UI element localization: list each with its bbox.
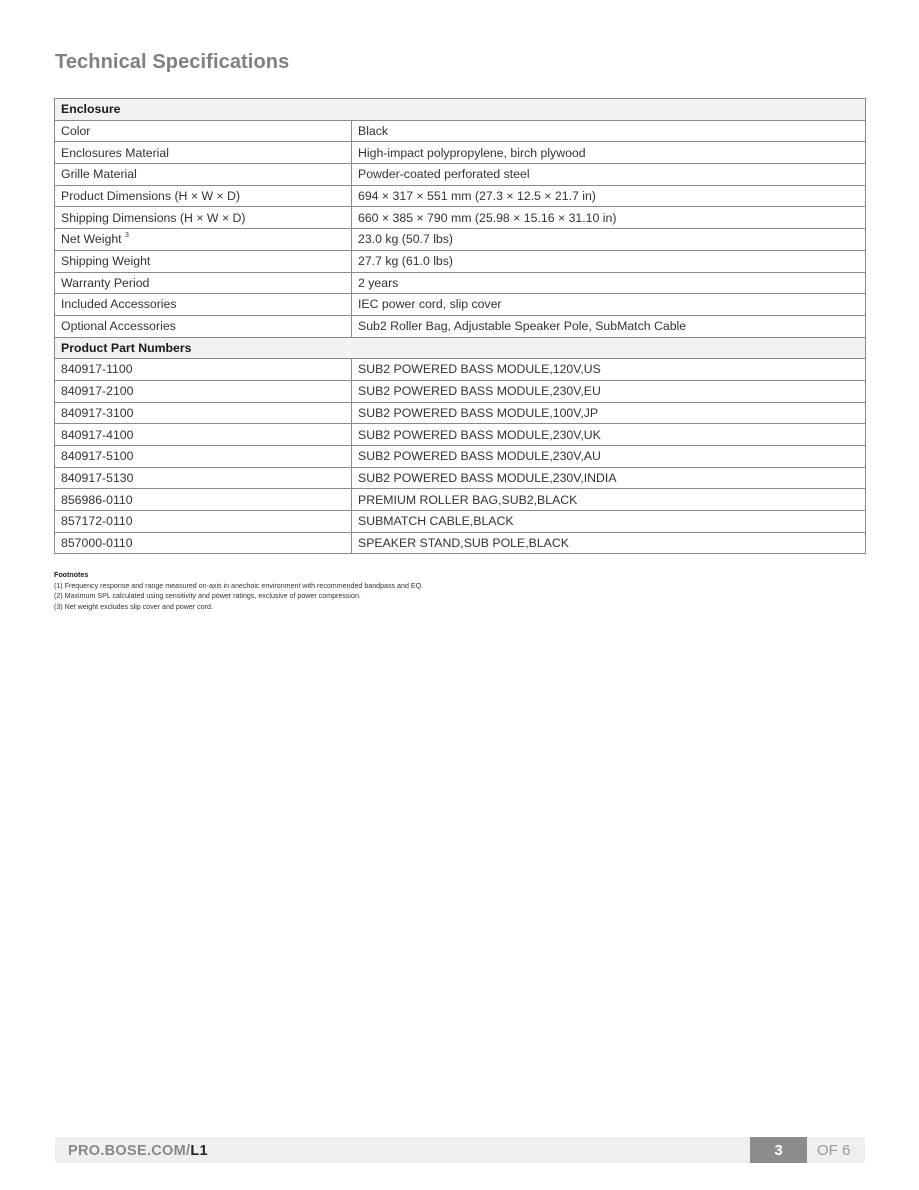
spec-value: SUB2 POWERED BASS MODULE,120V,US xyxy=(352,359,866,381)
table-row xyxy=(55,424,866,446)
spec-label-cell xyxy=(55,272,352,294)
spec-label-cell xyxy=(55,424,352,446)
spec-label: Optional Accessories xyxy=(61,319,176,334)
spec-label-cell xyxy=(55,467,352,489)
spec-value: 2 years xyxy=(352,272,866,294)
table-row xyxy=(55,489,866,511)
spec-value: 660 × 385 × 790 mm (25.98 × 15.16 × 31.10 in) xyxy=(352,207,866,229)
table-row xyxy=(55,315,866,337)
footnote-1: (1) Frequency response and range measured on-axis in anechoic environment with recommended bandpass and EQ. xyxy=(54,581,424,590)
spec-value: PREMIUM ROLLER BAG,SUB2,BLACK xyxy=(352,489,866,511)
spec-table xyxy=(54,98,866,554)
spec-value: 23.0 kg (50.7 lbs) xyxy=(352,229,866,251)
spec-value: SUB2 POWERED BASS MODULE,100V,JP xyxy=(352,402,866,424)
table-row xyxy=(55,207,866,229)
spec-label: 857000-0110 xyxy=(61,535,133,550)
spec-value: SUB2 POWERED BASS MODULE,230V,UK xyxy=(352,424,866,446)
spec-label-cell xyxy=(55,315,352,337)
spec-label: Included Accessories xyxy=(61,297,177,312)
spec-label: 840917-5100 xyxy=(61,449,134,464)
table-row xyxy=(55,294,866,316)
spec-label: Enclosures Material xyxy=(61,145,169,160)
table-row xyxy=(55,402,866,424)
spec-label-cell xyxy=(55,511,352,533)
spec-label: 840917-2100 xyxy=(61,384,134,399)
spec-value: SPEAKER STAND,SUB POLE,BLACK xyxy=(352,532,866,554)
footnote-ref: 3 xyxy=(125,232,129,240)
section-header-row xyxy=(55,99,866,121)
section-heading: Product Part Numbers xyxy=(55,337,866,359)
spec-label: 840917-1100 xyxy=(61,362,133,377)
section-heading: Enclosure xyxy=(55,99,866,121)
table-row xyxy=(55,511,866,533)
spec-label: 840917-4100 xyxy=(61,427,134,442)
spec-value: IEC power cord, slip cover xyxy=(352,294,866,316)
spec-label-cell xyxy=(55,164,352,186)
table-row xyxy=(55,120,866,142)
table-row xyxy=(55,359,866,381)
spec-value: SUB2 POWERED BASS MODULE,230V,AU xyxy=(352,446,866,468)
spec-label-cell xyxy=(55,120,352,142)
spec-label: Color xyxy=(61,123,91,138)
table-row xyxy=(55,185,866,207)
spec-label: Warranty Period xyxy=(61,275,150,290)
spec-label-cell xyxy=(55,250,352,272)
spec-label: Grille Material xyxy=(61,167,137,182)
spec-value: SUBMATCH CABLE,BLACK xyxy=(352,511,866,533)
spec-label-cell xyxy=(55,185,352,207)
spec-label-cell xyxy=(55,207,352,229)
spec-value: 694 × 317 × 551 mm (27.3 × 12.5 × 21.7 in) xyxy=(352,185,866,207)
spec-label: Product Dimensions (H × W × D) xyxy=(61,188,241,203)
spec-value: SUB2 POWERED BASS MODULE,230V,INDIA xyxy=(352,467,866,489)
spec-label-cell xyxy=(55,359,352,381)
spec-label: Shipping Dimensions (H × W × D) xyxy=(61,210,246,225)
section-header-row xyxy=(55,337,866,359)
spec-label-cell xyxy=(55,294,352,316)
spec-value: Powder-coated perforated steel xyxy=(352,164,866,186)
footnote-2: (2) Maximum SPL calculated using sensitivity and power ratings, exclusive of power compression. xyxy=(54,592,361,600)
page-title: Technical Specifications xyxy=(55,51,290,73)
spec-table-body xyxy=(55,99,866,554)
table-row xyxy=(55,532,866,554)
spec-value: 27.7 kg (61.0 lbs) xyxy=(352,250,866,272)
table-row xyxy=(55,142,866,164)
table-row xyxy=(55,229,866,251)
table-row xyxy=(55,446,866,468)
spec-value: Sub2 Roller Bag, Adjustable Speaker Pole, SubMatch Cable xyxy=(352,315,866,337)
spec-label: Shipping Weight xyxy=(61,254,151,268)
spec-label-cell xyxy=(55,142,352,164)
page-total: OF 6 xyxy=(817,1142,851,1159)
site-url-suffix: L1 xyxy=(190,1143,208,1159)
spec-label: 857172-0110 xyxy=(61,514,133,529)
spec-label-cell xyxy=(55,402,352,424)
spec-label-cell xyxy=(55,380,352,402)
spec-label: Net Weight xyxy=(61,232,122,247)
spec-label: 840917-5130 xyxy=(61,470,134,485)
table-row xyxy=(55,164,866,186)
spec-label: 856986-0110 xyxy=(61,492,133,507)
spec-value: Black xyxy=(352,120,866,142)
spec-label-cell xyxy=(55,532,352,554)
spec-label-cell xyxy=(55,489,352,511)
page-footer xyxy=(55,1137,865,1163)
page-number: 3 xyxy=(750,1137,807,1163)
table-row xyxy=(55,380,866,402)
spec-label-cell xyxy=(55,229,352,251)
footnote-3: (3) Net weight excludes slip cover and power cord. xyxy=(54,602,213,611)
table-row xyxy=(55,272,866,294)
table-row xyxy=(55,250,866,272)
site-url[interactable] xyxy=(68,1143,208,1159)
table-row xyxy=(55,467,866,489)
spec-value: SUB2 POWERED BASS MODULE,230V,EU xyxy=(352,380,866,402)
footnotes xyxy=(54,570,423,612)
site-url-prefix: PRO.BOSE.COM/ xyxy=(68,1143,191,1159)
spec-label: 840917-3100 xyxy=(61,405,134,420)
footnotes-heading: Footnotes xyxy=(54,571,89,579)
spec-label-cell xyxy=(55,446,352,468)
spec-value: High-impact polypropylene, birch plywood xyxy=(352,142,866,164)
